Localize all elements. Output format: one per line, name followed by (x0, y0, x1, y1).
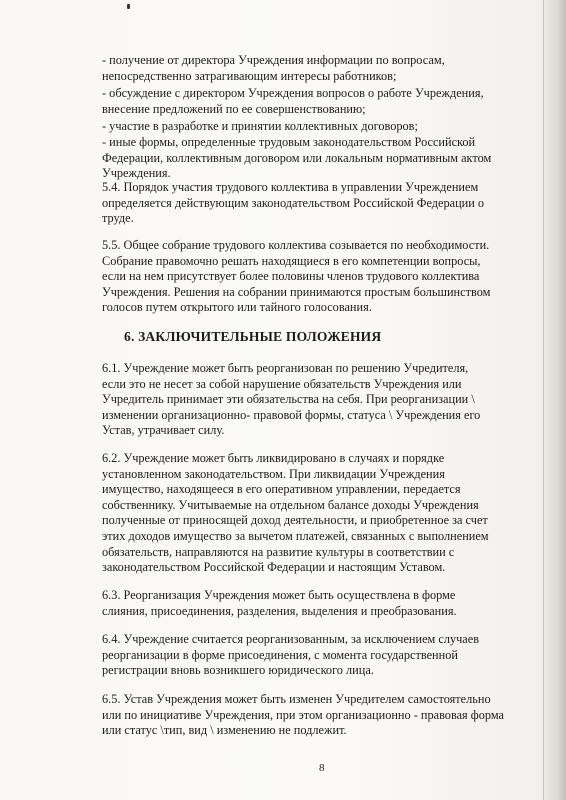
text-line: внесение предложений по ее совершенствованию; (102, 101, 366, 116)
text-line: полученные от приносящей доход деятельности, и приобретенное за счет (102, 513, 488, 528)
text-line: имущество, находящееся в его оперативном управлении, передается (102, 482, 461, 497)
paragraph-5-5 (102, 238, 538, 316)
paragraph-6-1 (102, 361, 538, 439)
text-line: 6.4. Учреждение считается реорганизованным, за исключением случаев (102, 632, 480, 646)
text-line: слияния, присоединения, разделения, выделения и преобразования. (102, 603, 457, 618)
text-line: - обсуждение с директором Учреждения вопросов о работе Учреждения, (102, 86, 484, 100)
text-line: изменении организационно- правовой формы, статуса \ Учреждения его (102, 407, 481, 422)
list-item-collective-agreements (102, 119, 538, 135)
text-line: Устав, утрачивает силу. (102, 423, 225, 438)
text-line: собственнику. Учитываемые на отдельном балансе доходы Учреждения (102, 497, 479, 512)
text-line: 5.4. Порядок участия трудового коллектива в управлении Учреждением (102, 180, 479, 194)
text-line: обязательств, направляются на развитие культуры в соответствии с (102, 544, 455, 559)
page-number: 8 (319, 762, 325, 774)
list-item-discussion (102, 86, 538, 117)
text-line: Учреждения. Решения на собрании принимаются простым большинством (102, 284, 491, 299)
paragraph-6-5 (102, 692, 538, 739)
text-line: если это не несет за собой нарушение обязательств Учреждения или (102, 376, 462, 391)
text-line: 6.5. Устав Учреждения может быть изменен Учредителем самостоятельно (102, 692, 491, 706)
scan-speck (127, 4, 130, 9)
text-line: регистрации вновь возникшего юридического лица. (102, 663, 374, 678)
text-line: если на нем присутствует более половины членов трудового коллектива (102, 269, 480, 284)
text-line: этих доходов имущество за вычетом платежей, связанных с выполнением (102, 528, 489, 543)
text-line: законодательством Российской Федерации и настоящим Уставом. (102, 560, 446, 575)
section-heading: 6. ЗАКЛЮЧИТЕЛЬНЫЕ ПОЛОЖЕНИЯ (124, 329, 382, 344)
text-line: 6.1. Учреждение может быть реорганизован по решению Учредителя, (102, 361, 469, 375)
text-line: Учреждения. (102, 166, 171, 181)
list-item-other-forms (102, 135, 538, 182)
text-line: установленном законодательством. При ликвидации Учреждения (102, 466, 445, 481)
text-line: 6.2. Учреждение может быть ликвидировано в случаях и порядке (102, 451, 445, 465)
page-edge-shadow (540, 0, 566, 800)
text-line: реорганизации в форме присоединения, с момента государственной (102, 647, 458, 662)
text-line: 5.5. Общее собрание трудового коллектива созывается по необходимости. (102, 238, 490, 252)
text-line: 6.3. Реорганизация Учреждения может быть осуществлена в форме (102, 588, 456, 602)
text-line: Федерации, коллективным договором или локальным нормативным актом (102, 150, 492, 165)
text-line: Учредитель принимает эти обязательства на себя. При реорганизации \ (102, 392, 475, 407)
text-line: или по инициативе Учреждения, при этом организационно - правовая форма (102, 707, 505, 722)
list-item-receive-info (102, 53, 538, 84)
text-line: - получение от директора Учреждения информации по вопросам, (102, 53, 445, 67)
text-line: Собрание правомочно решать находящиеся в его компетенции вопросы, (102, 253, 481, 268)
text-line: голосов путем открытого или тайного голосования. (102, 300, 372, 315)
text-line: - иные формы, определенные трудовым законодательством Российской (102, 135, 476, 149)
paragraph-6-4 (102, 632, 538, 679)
text-line: определяется действующим законодательством Российской Федерации о (102, 195, 485, 210)
paragraph-6-2 (102, 451, 538, 576)
paragraph-6-3 (102, 588, 538, 619)
text-line: труде. (102, 211, 134, 226)
text-line: непосредственно затрагивающим интересы работников; (102, 68, 397, 83)
paragraph-5-4 (102, 180, 538, 227)
text-line: или статус \тип, вид \ изменению не подлежит. (102, 723, 347, 738)
text-line: - участие в разработке и принятии коллективных договоров; (102, 119, 418, 133)
